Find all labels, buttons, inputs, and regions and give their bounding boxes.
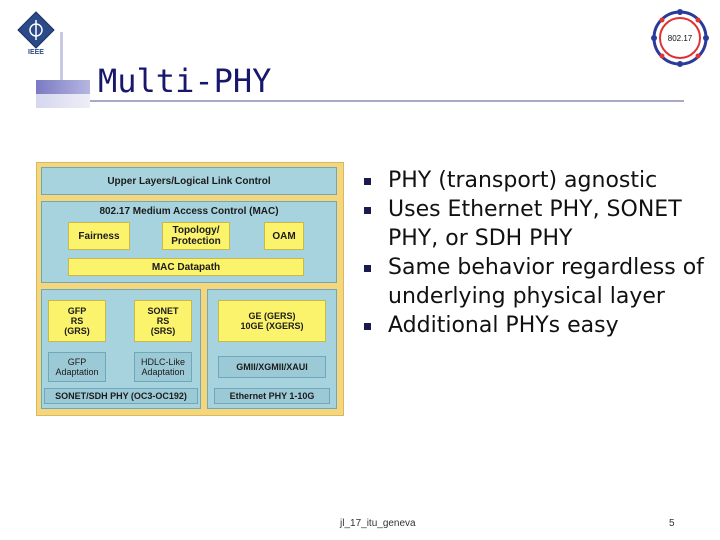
hdlc-adaptation-box: HDLC-Like Adaptation [134,352,192,382]
protocol-stack-diagram [36,162,344,416]
bullet-item [360,311,710,340]
ieee-logo-text: IEEE [28,49,44,54]
bullet-square-icon [364,323,371,330]
topology-protection-box: Topology/ Protection [162,222,230,250]
gmii-xgmii-xaui-box: GMII/XGMII/XAUI [218,356,326,378]
footer-text: jl_17_itu_geneva [340,518,416,529]
ring-802-17-logo [648,6,712,70]
bullet-square-icon [364,178,371,185]
sonet-sdh-stack [41,289,201,409]
bullet-list [360,166,710,340]
ge-gers-box: GE (GERS) 10GE (XGERS) [218,300,326,342]
title-underline [90,100,684,102]
bullet-square-icon [364,265,371,272]
sonet-rs-box: SONET RS (SRS) [134,300,192,342]
bullet-text: Same behavior regardless of underlying physical layer [388,255,704,309]
bullet-item [360,253,710,311]
oam-box: OAM [264,222,304,250]
fairness-box: Fairness [68,222,130,250]
slide-title: Multi-PHY [98,62,272,100]
ring-logo-text: 802.17 [667,34,693,43]
bullet-item [360,166,710,195]
title-decoration-light [36,94,90,108]
ieee-logo [14,10,58,54]
page-number: 5 [669,518,675,529]
gfp-adaptation-box: GFP Adaptation [48,352,106,382]
bullet-square-icon [364,207,371,214]
ethernet-phy-box: Ethernet PHY 1-10G [214,388,330,404]
bullet-text: Additional PHYs easy [388,313,619,338]
title-decoration-dark [36,80,90,94]
ethernet-stack [207,289,337,409]
sonet-sdh-phy-box: SONET/SDH PHY (OC3-OC192) [44,388,198,404]
upper-layers-box: Upper Layers/Logical Link Control [41,167,337,195]
bullet-text: Uses Ethernet PHY, SONET PHY, or SDH PHY [388,197,682,251]
mac-box [41,201,337,283]
gfp-rs-box: GFP RS (GRS) [48,300,106,342]
bullet-item [360,195,710,253]
mac-label: 802.17 Medium Access Control (MAC) [99,206,279,217]
bullet-text: PHY (transport) agnostic [388,168,658,193]
mac-datapath-box: MAC Datapath [68,258,304,276]
